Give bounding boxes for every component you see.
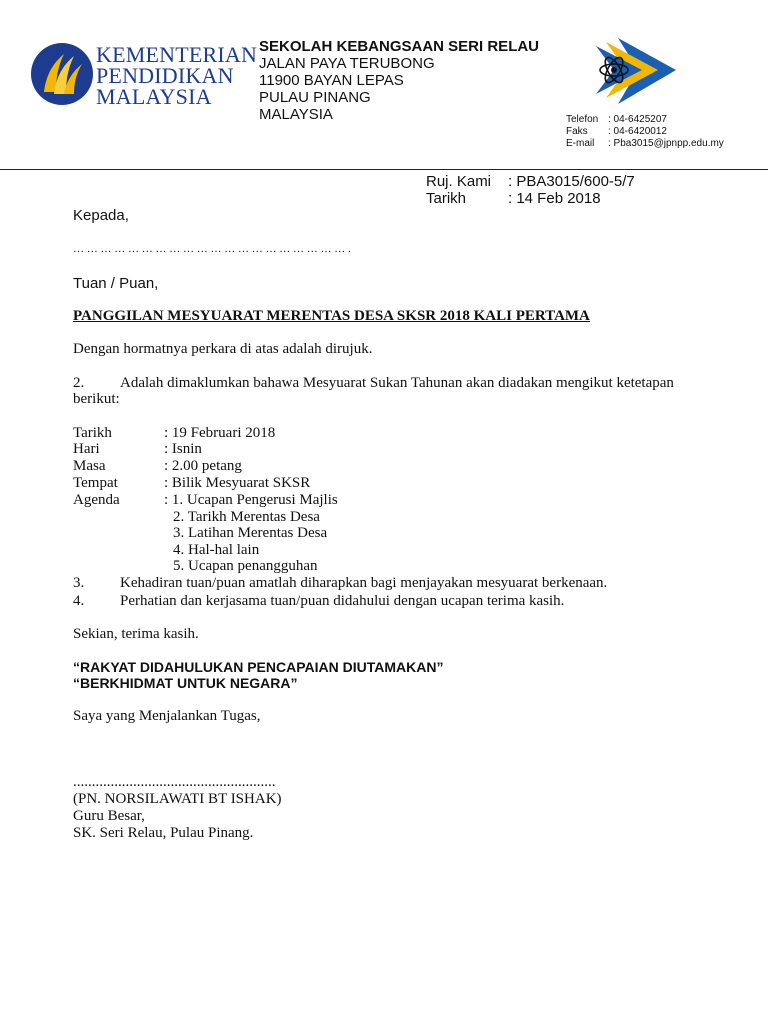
paragraph-1: Dengan hormatnya perkara di atas adalah dirujuk. (73, 341, 373, 357)
school-logo-icon (588, 34, 682, 108)
school-address-line: MALAYSIA (259, 106, 333, 123)
school-address-line: 11900 BAYAN LEPAS (259, 72, 404, 89)
letter-date: Tarikh : 14 Feb 2018 (426, 190, 601, 207)
agenda-item: : 1. Ucapan Pengerusi Majlis (164, 492, 338, 508)
school-address-line: PULAU PINANG (259, 89, 371, 106)
contact-phone: Telefon : 04-6425207 (566, 114, 667, 125)
ministry-name-line3: MALAYSIA (96, 84, 212, 109)
agenda-item: 4. Hal-hal lain (173, 542, 260, 558)
school-address-line: JALAN PAYA TERUBONG (259, 55, 435, 72)
ministry-name-line1: KEMENTERIAN (96, 42, 258, 67)
detail-label: Tarikh (73, 425, 112, 441)
reference-number: Ruj. Kami : PBA3015/600-5/7 (426, 173, 635, 190)
ministry-name-line2: PENDIDIKAN (96, 63, 234, 88)
letter-subject: PANGGILAN MESYUARAT MERENTAS DESA SKSR 2018 KALI PERTAMA (73, 308, 590, 324)
detail-value: : 19 Februari 2018 (164, 425, 276, 441)
detail-value: : Bilik Mesyuarat SKSR (164, 475, 311, 491)
signatory-school: SK. Seri Relau, Pulau Pinang. (73, 825, 254, 841)
signatory-name: (PN. NORSILAWATI BT ISHAK) (73, 791, 282, 807)
closing-remark: Sekian, terima kasih. (73, 626, 199, 642)
agenda-item: 3. Latihan Merentas Desa (173, 525, 328, 541)
kpm-logo-icon (30, 42, 94, 106)
detail-label: Agenda (73, 492, 120, 508)
detail-value: : Isnin (164, 441, 202, 457)
contact-fax: Faks : 04-6420012 (566, 126, 667, 137)
paragraph-2-cont: berikut: (73, 391, 120, 407)
paragraph-3: 3. Kehadiran tuan/puan amatlah diharapkan bagi menjayakan mesyuarat berkenaan. (73, 575, 608, 591)
detail-value: : 2.00 petang (164, 458, 242, 474)
signature-line: ...................................................... (73, 774, 276, 790)
paragraph-2: 2. Adalah dimaklumkan bahawa Mesyuarat Sukan Tahunan akan diadakan mengikut ketetapan (73, 375, 674, 391)
signatory-title: Guru Besar, (73, 808, 145, 824)
slogan-line-1: “RAKYAT DIDAHULUKAN PENCAPAIAN DIUTAMAKAN” (73, 659, 444, 675)
slogan-line-2: “BERKHIDMAT UNTUK NEGARA” (73, 675, 298, 691)
recipient-address-placeholder: … … … … … … … … … … … … … … … … … … … … . (73, 243, 351, 255)
agenda-item: 2. Tarikh Merentas Desa (173, 509, 320, 525)
contact-email: E-mail : Pba3015@jpnpp.edu.my (566, 138, 724, 149)
detail-label: Masa (73, 458, 106, 474)
agenda-item: 5. Ucapan penangguhan (173, 558, 318, 574)
signature-intro: Saya yang Menjalankan Tugas, (73, 708, 261, 724)
detail-label: Tempat (73, 475, 118, 491)
paragraph-4: 4. Perhatian dan kerjasama tuan/puan didahului dengan ucapan terima kasih. (73, 593, 565, 609)
header-divider (0, 169, 768, 170)
school-name: SEKOLAH KEBANGSAAN SERI RELAU (259, 38, 540, 55)
recipient-heading: Kepada, (73, 207, 129, 224)
detail-label: Hari (73, 441, 100, 457)
salutation: Tuan / Puan, (73, 275, 159, 292)
